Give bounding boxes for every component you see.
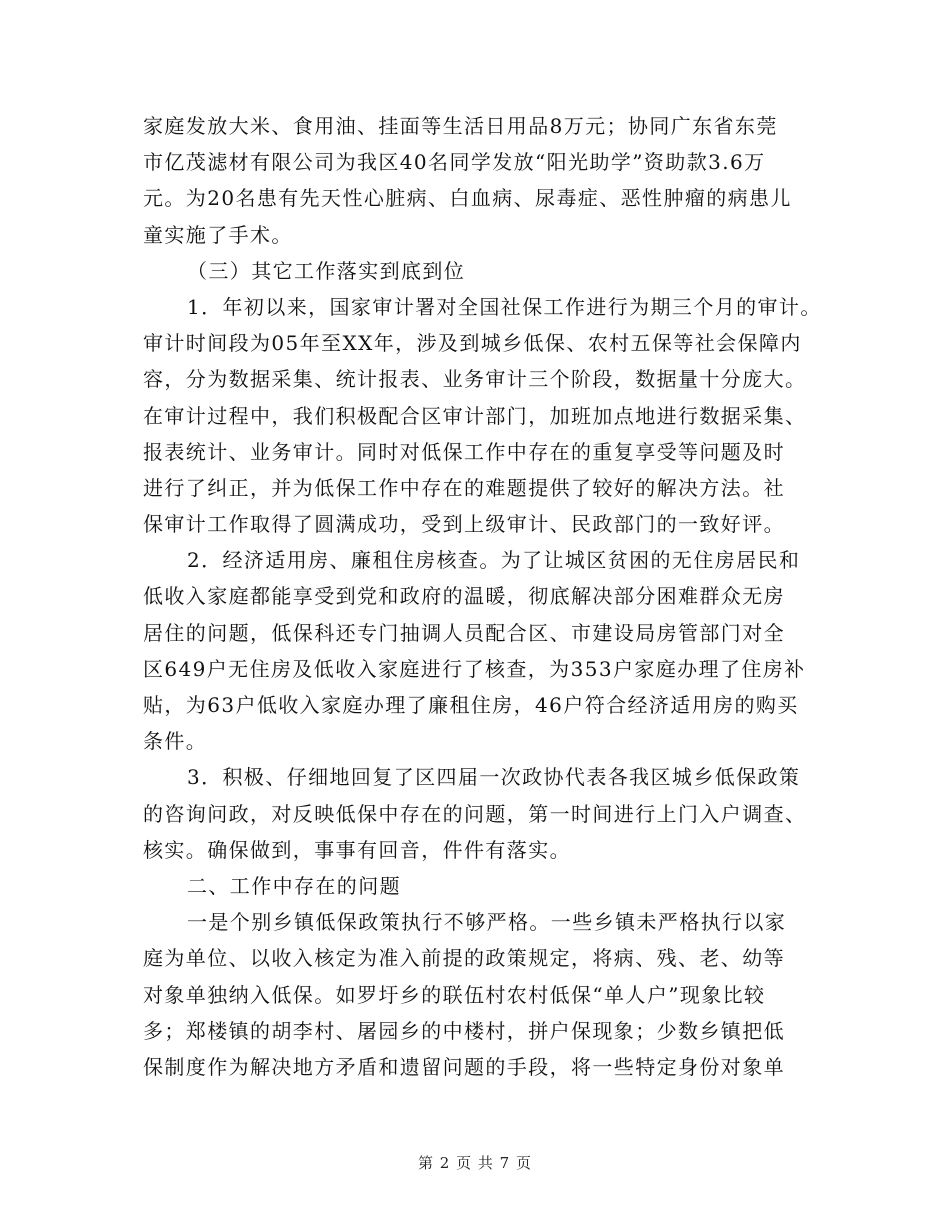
text-line: 保制度作为解决地方矛盾和遗留问题的手段，将一些特定身份对象单: [143, 1054, 785, 1079]
text-line: 核实。确保做到，事事有回音，件件有落实。: [143, 837, 571, 862]
text-line: 进行了纠正，并为低保工作中存在的难题提供了较好的解决方法。社: [143, 475, 785, 500]
text-line: 1．年初以来，国家审计署对全国社保工作进行为期三个月的审计。: [187, 294, 822, 319]
text-line: 贴，为63户低收入家庭办理了廉租住房，46户符合经济适用房的购买: [143, 693, 799, 717]
text-line: 3．积极、仔细地回复了区四届一次政协代表各我区城乡低保政策: [187, 765, 801, 790]
text-line: 庭为单位、以收入核定为准入前提的政策规定，将病、残、老、幼等: [143, 946, 785, 971]
text-line: 一是个别乡镇低保政策执行不够严格。一些乡镇未严格执行以家: [187, 910, 787, 935]
text-line: 报表统计、业务审计。同时对低保工作中存在的重复享受等问题及时: [143, 439, 785, 464]
text-line: 在审计过程中，我们积极配合区审计部门，加班加点地进行数据采集、: [143, 403, 807, 428]
text-line: 2．经济适用房、廉租住房核查。为了让城区贫困的无住房居民和: [187, 548, 801, 573]
text-line: 条件。: [143, 729, 208, 754]
text-line: 保审计工作取得了圆满成功，受到上级审计、民政部门的一致好评。: [143, 512, 785, 537]
text-line: 的咨询问政，对反映低保中存在的问题，第一时间进行上门入户调查、: [143, 801, 807, 826]
text-line: 低收入家庭都能享受到党和政府的温暖，彻底解决部分困难群众无房: [143, 584, 785, 609]
text-line: 市亿茂滤材有限公司为我区40名同学发放“阳光助学”资助款3.6万: [143, 150, 766, 175]
text-line: （三）其它工作落实到底到位: [187, 258, 466, 283]
text-line: 区649户无住房及低收入家庭进行了核查，为353户家庭办理了住房补: [143, 656, 806, 681]
text-line: 容，分为数据采集、统计报表、业务审计三个阶段，数据量十分庞大。: [143, 367, 807, 392]
text-line: 对象单独纳入低保。如罗圩乡的联伍村农村低保“单人户”现象比较: [143, 982, 766, 1007]
page-number-footer: 第 2 页 共 7 页: [418, 1154, 532, 1172]
body-text: [143, 108, 833, 1085]
text-line: 元。为20名患有先天性心脏病、白血病、尿毒症、恶性肿瘤的病患儿: [143, 186, 792, 211]
text-line: 多；郑楼镇的胡李村、屠园乡的中楼村，拼户保现象；少数乡镇把低: [143, 1018, 785, 1043]
text-line: 家庭发放大米、食用油、挂面等生活日用品8万元；协同广东省东莞: [143, 114, 778, 138]
text-line: 童实施了手术。: [143, 222, 293, 247]
text-line: 审计时间段为05年至XX年，涉及到城乡低保、农村五保等社会保障内: [143, 331, 802, 356]
text-line: 居住的问题，低保科还专门抽调人员配合区、市建设局房管部门对全: [143, 620, 785, 645]
text-line: 二、工作中存在的问题: [187, 873, 401, 898]
